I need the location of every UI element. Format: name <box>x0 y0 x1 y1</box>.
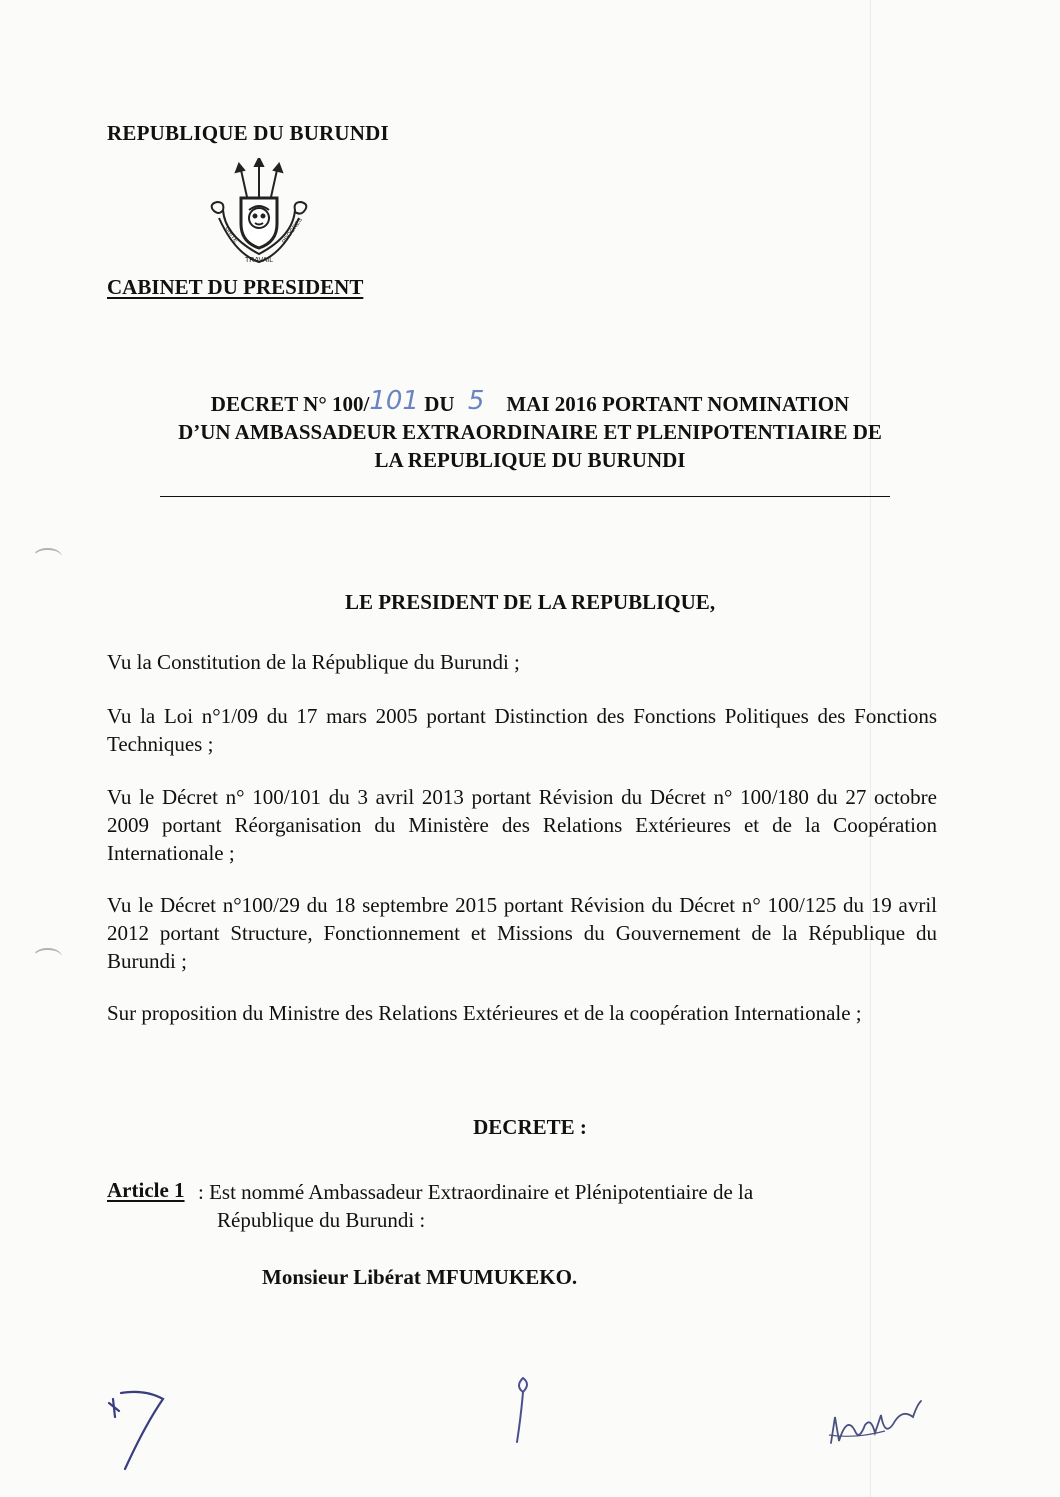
president-heading: LE PRESIDENT DE LA REPUBLIQUE, <box>344 590 716 614</box>
svg-text:PROGRES: PROGRES <box>281 217 304 246</box>
emblem-motto: UNITE <box>223 225 239 244</box>
handwritten-decree-number: 101 <box>369 386 419 416</box>
vu-constitution: Vu la Constitution de la République du Burundi ; <box>107 650 520 674</box>
decree-title-line2: D’UN AMBASSADEUR EXTRAORDINAIRE ET PLENIPOTENTIAIRE DE <box>178 420 882 444</box>
vu-loi: Vu la Loi n°1/09 du 17 mars 2005 portant Distinction des Fonctions Politiques des Fonctions Techniques ; <box>107 704 937 756</box>
decree-title <box>120 386 940 474</box>
decrete-heading: DECRETE : <box>473 1115 587 1139</box>
handwritten-initial-center <box>505 1372 545 1447</box>
article-1-label: Article 1 <box>107 1178 185 1202</box>
svg-text:TRAVAIL: TRAVAIL <box>245 257 274 264</box>
vu-decret-2013: Vu le Décret n° 100/101 du 3 avril 2013 portant Révision du Décret n° 100/180 du 27 octobre 2009 portant Réorganisation du Ministère des Relations Extérieures et de la Coopération Internationale ; <box>107 785 937 865</box>
decree-title-line1: DECRET N° 100/101 DU 5 MAI 2016 PORTANT NOMINATION <box>210 386 850 416</box>
vu-decret-2015: Vu le Décret n°100/29 du 18 septembre 2015 portant Révision du Décret n° 100/125 du 19 avril 2012 portant Structure, Fonctionnement et Missions du Gouvernement de la République du Burundi ; <box>107 893 937 973</box>
proposal-paragraph: Sur proposition du Ministre des Relations Extérieures et de la coopération Internationale ; <box>107 1001 862 1025</box>
punch-hole-mark <box>33 548 62 566</box>
article-1-text: : Est nommé Ambassadeur Extraordinaire et Plénipotentiaire de la République du Burundi : <box>198 1180 754 1232</box>
punch-hole-mark <box>33 948 62 966</box>
handwritten-day: 5 <box>467 386 485 416</box>
nominee-name: Monsieur Libérat MFUMUKEKO. <box>262 1265 578 1289</box>
title-rule <box>160 496 890 497</box>
coat-of-arms-icon <box>205 158 313 268</box>
country-heading: REPUBLIQUE DU BURUNDI <box>107 121 389 145</box>
handwritten-initial-left <box>105 1385 175 1475</box>
handwritten-signature-right <box>825 1395 925 1455</box>
decree-title-line3: LA REPUBLIQUE DU BURUNDI <box>374 448 686 472</box>
office-heading: CABINET DU PRESIDENT <box>107 275 364 299</box>
